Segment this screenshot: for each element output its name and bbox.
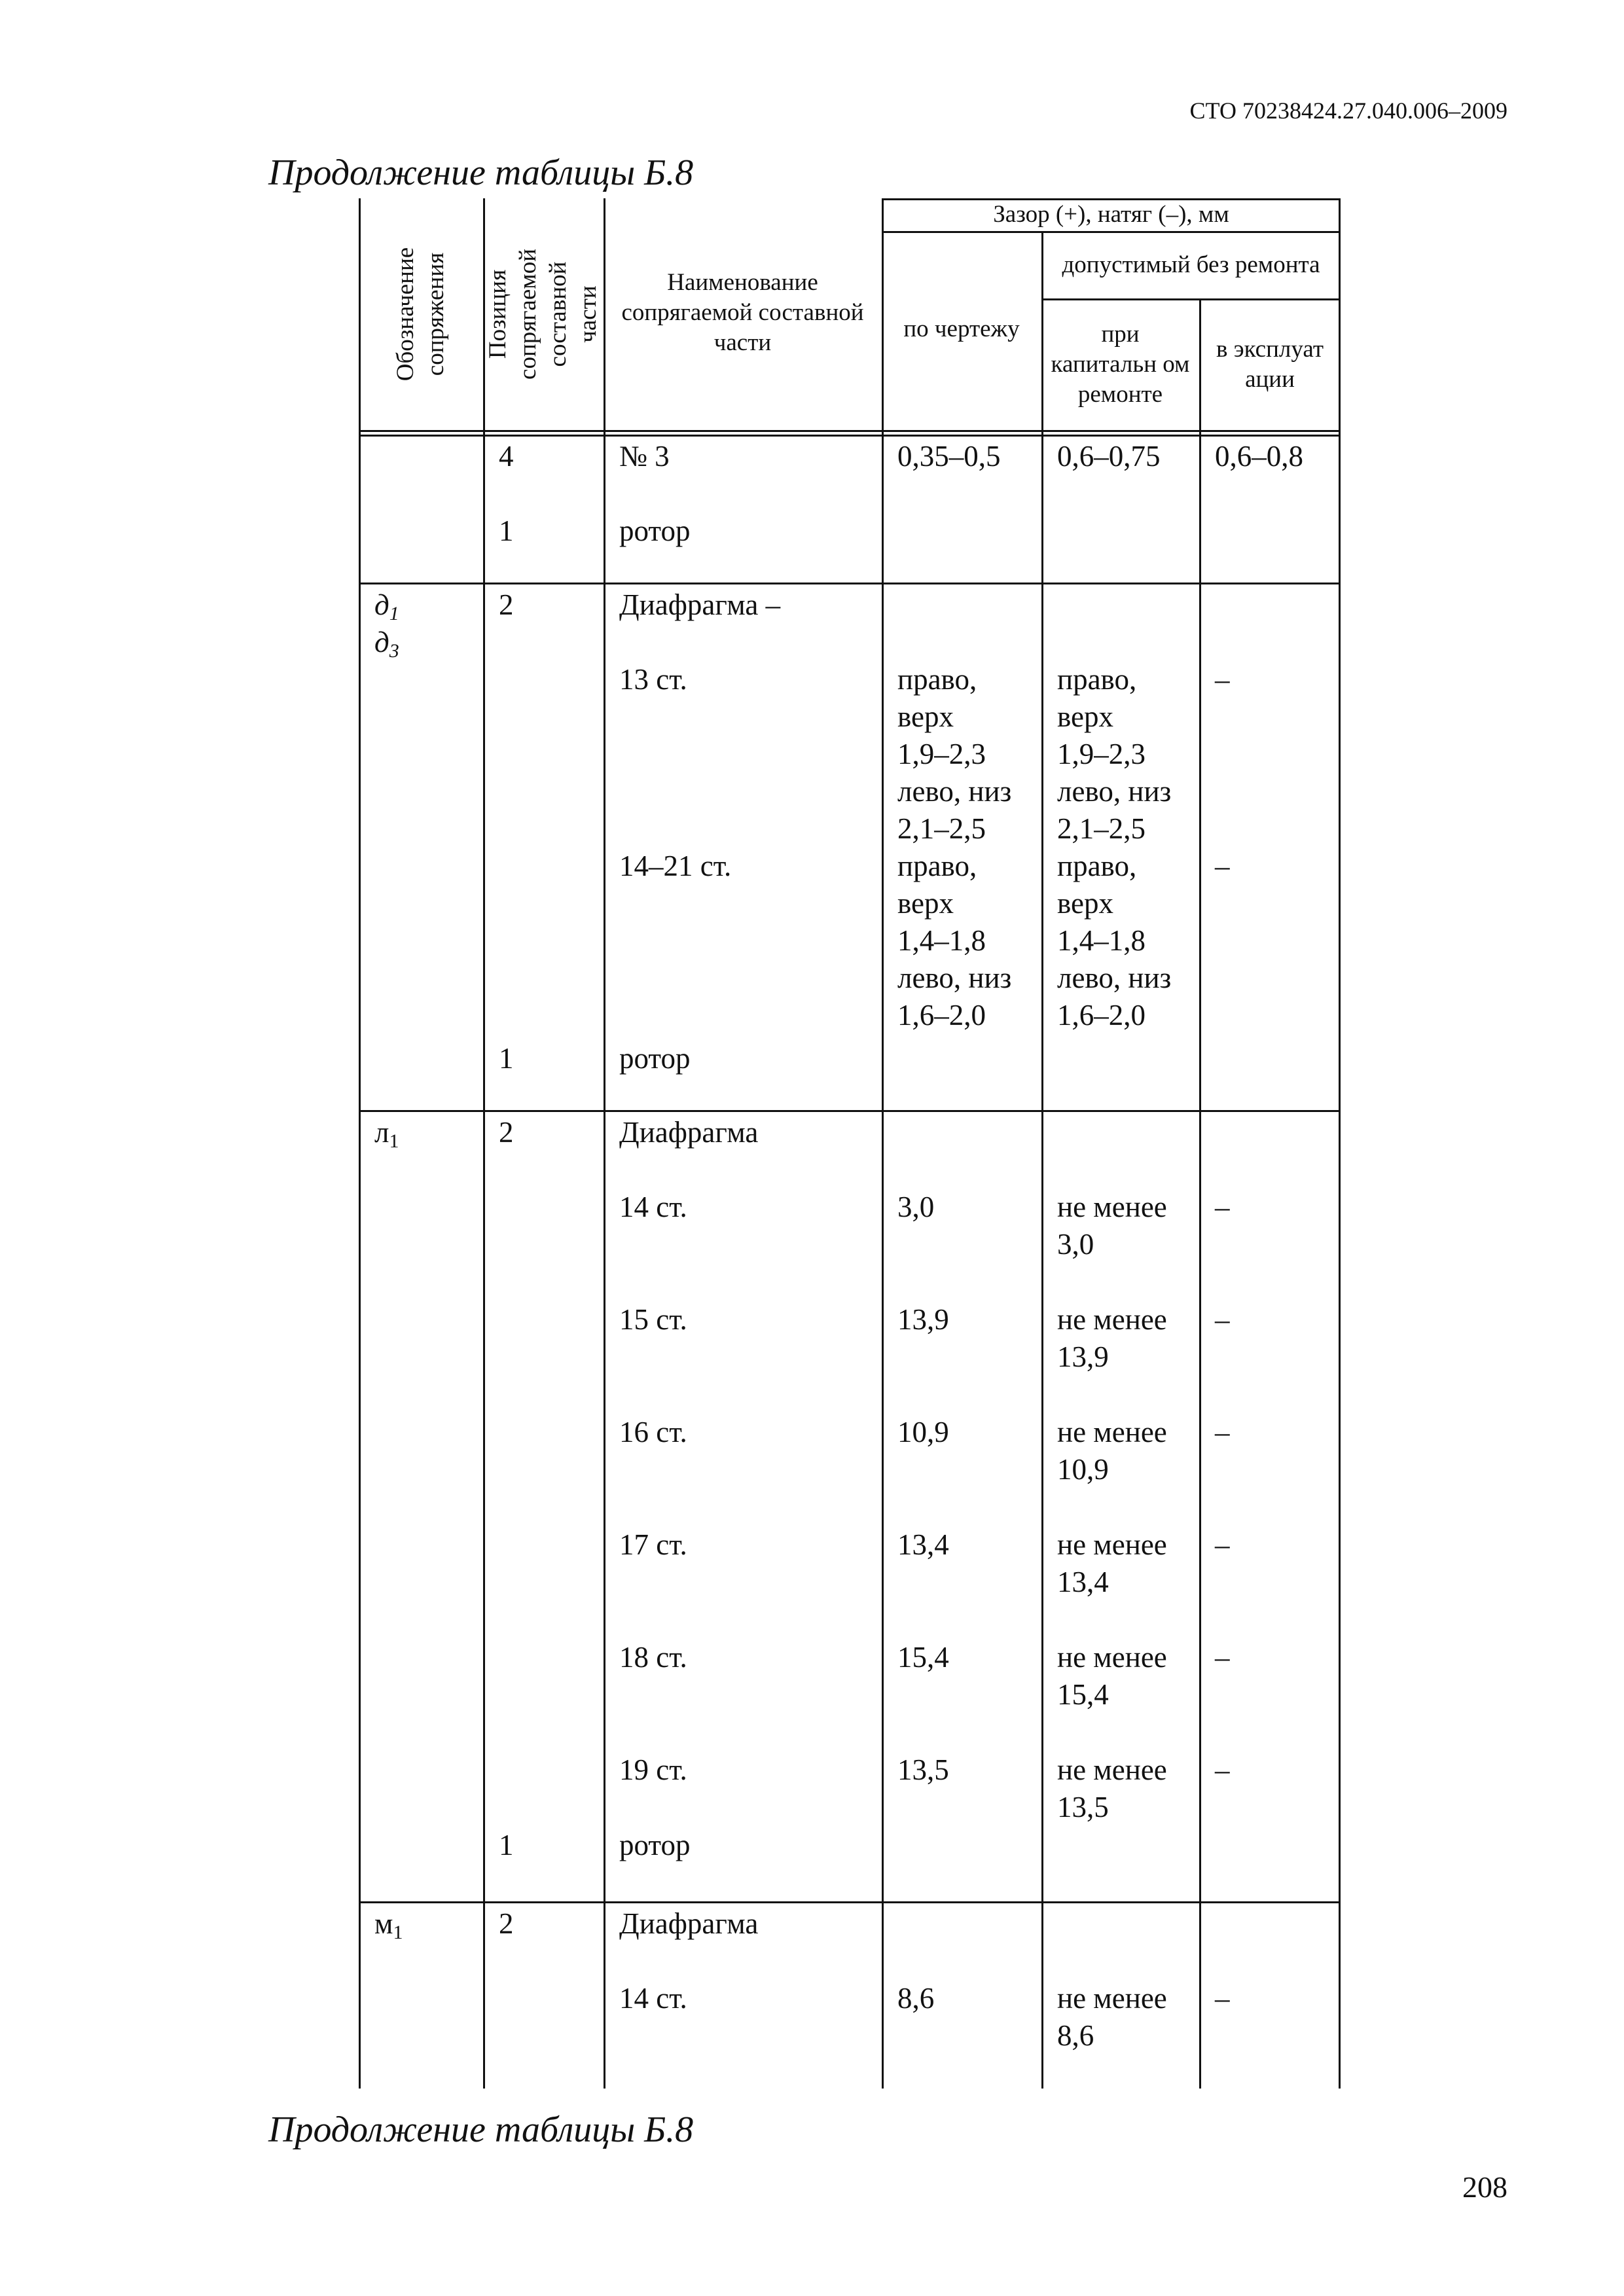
cell-operation: – [1215, 1753, 1230, 1786]
cell-designation: $д_1$ [374, 588, 399, 624]
gap-table [359, 198, 1341, 2089]
cell-position: 2 [499, 1116, 514, 1149]
col-rule [359, 198, 361, 2089]
header-by-drawing: по чертежу [903, 315, 1020, 342]
cell-name: ротор [619, 1829, 691, 1861]
cell-capital: не менее 8,6 [1057, 1982, 1167, 2052]
cell-capital: не менее 13,9 [1057, 1303, 1167, 1373]
cell-name: ротор [619, 1042, 691, 1075]
cell-designation: $л_1$ [374, 1116, 399, 1152]
col-rule [483, 198, 485, 2089]
cell-operation: – [1215, 850, 1230, 882]
cell-position: 4 [499, 440, 514, 473]
cell-position: 2 [499, 1907, 514, 1940]
cell-capital: 0,6–0,75 [1057, 440, 1161, 473]
header-name: Наименование сопрягаемой составной части [621, 269, 864, 356]
cell-capital: не менее 15,4 [1057, 1641, 1167, 1711]
cell-operation: 0,6–0,8 [1215, 440, 1303, 473]
cell-operation: – [1215, 1528, 1230, 1561]
cell-drawing: право, верх 1,9–2,3 лево, низ 2,1–2,5 [897, 663, 1012, 845]
cell-capital: право, верх 1,9–2,3 лево, низ 2,1–2,5 [1057, 663, 1172, 845]
cell-drawing: 3,0 [897, 1191, 935, 1223]
cell-drawing: 13,9 [897, 1303, 949, 1336]
cell-name: 15 ст. [619, 1303, 687, 1336]
group-rule [359, 1110, 1341, 1112]
cell-position: 1 [499, 1042, 514, 1075]
cell-name: 14 ст. [619, 1191, 687, 1223]
cell-name: Диафрагма – [619, 588, 781, 621]
cell-name: Диафрагма [619, 1116, 759, 1149]
cell-operation: – [1215, 1641, 1230, 1674]
page-number: 208 [1462, 2170, 1507, 2204]
table-caption-top: Продолжение таблицы Б.8 [268, 152, 694, 193]
cell-name: 16 ст. [619, 1416, 687, 1448]
cell-name: ротор [619, 514, 691, 547]
header-designation: Обозначение сопряжения [392, 247, 449, 382]
cell-name: 14 ст. [619, 1982, 687, 2015]
group-rule [359, 1901, 1341, 1903]
group-rule [359, 583, 1341, 584]
cell-name: 13 ст. [619, 663, 687, 696]
cell-name: 18 ст. [619, 1641, 687, 1674]
col-rule [1339, 198, 1341, 2089]
cell-drawing: право, верх 1,4–1,8 лево, низ 1,6–2,0 [897, 850, 1012, 1031]
cell-capital: не менее 13,5 [1057, 1753, 1167, 1823]
header-gap-group: Зазор (+), натяг (–), мм [993, 201, 1229, 228]
cell-operation: – [1215, 1416, 1230, 1448]
cell-capital: не менее 10,9 [1057, 1416, 1167, 1486]
header-bottom-rule [359, 435, 1341, 437]
cell-drawing: 15,4 [897, 1641, 949, 1674]
cell-position: 1 [499, 1829, 514, 1861]
header-allowed-group: допустимый без ремонта [1062, 251, 1320, 278]
col-rule [1041, 231, 1043, 2089]
cell-capital: не менее 3,0 [1057, 1191, 1167, 1261]
header-position: Позиция сопрягаемой составной части [484, 249, 602, 380]
cell-drawing: 0,35–0,5 [897, 440, 1001, 473]
cell-operation: – [1215, 1191, 1230, 1223]
document-code: СТО 70238424.27.040.006–2009 [1189, 98, 1507, 124]
col-rule [882, 198, 884, 2089]
col-rule [604, 198, 605, 2089]
table-caption-bottom: Продолжение таблицы Б.8 [268, 2109, 694, 2150]
cell-name: 14–21 ст. [619, 850, 732, 882]
cell-position: 2 [499, 588, 514, 621]
cell-capital: право, верх 1,4–1,8 лево, низ 1,6–2,0 [1057, 850, 1172, 1031]
col-rule [1199, 298, 1201, 2089]
cell-name: 19 ст. [619, 1753, 687, 1786]
header-operation: в эксплуат ации [1216, 335, 1324, 393]
header-capital-repair: при капитальн ом ремонте [1051, 320, 1190, 408]
cell-drawing: 13,4 [897, 1528, 949, 1561]
cell-designation: $д_3$ [374, 626, 399, 662]
cell-name: 17 ст. [619, 1528, 687, 1561]
cell-name: Диафрагма [619, 1907, 759, 1940]
cell-designation: $м_1$ [374, 1907, 403, 1943]
cell-drawing: 13,5 [897, 1753, 949, 1786]
cell-operation: – [1215, 1982, 1230, 2015]
cell-name: № 3 [619, 440, 670, 473]
header-bottom-rule [359, 430, 1341, 432]
cell-position: 1 [499, 514, 514, 547]
cell-drawing: 8,6 [897, 1982, 935, 2015]
cell-operation: – [1215, 1303, 1230, 1336]
cell-operation: – [1215, 663, 1230, 696]
cell-capital: не менее 13,4 [1057, 1528, 1167, 1598]
cell-drawing: 10,9 [897, 1416, 949, 1448]
